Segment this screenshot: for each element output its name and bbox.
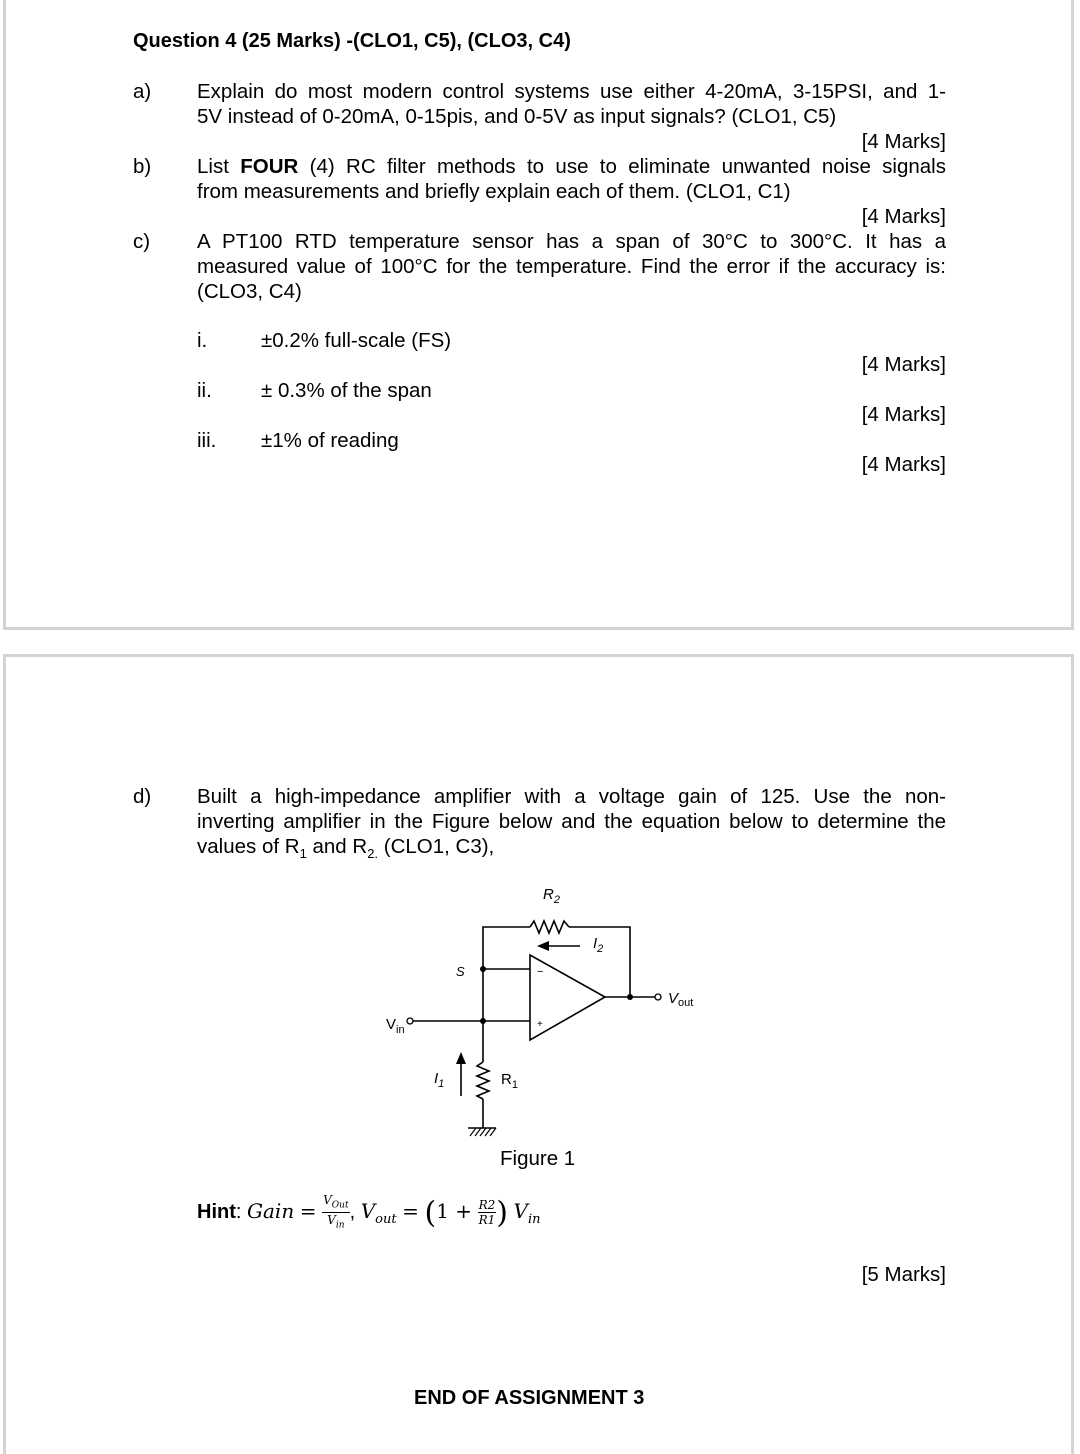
hint-label: Hint	[197, 1201, 236, 1224]
i1-label: $I_1$	[434, 1070, 445, 1090]
part-c-label: c)	[133, 230, 151, 253]
question-title: Question 4 (25 Marks) -(CLO1, C5), (CLO3, C4)	[133, 30, 571, 52]
part-d-line3-c: (CLO1, C3),	[378, 835, 495, 858]
hint-vout: $V_{out}$	[360, 1199, 397, 1228]
r2-resistor	[530, 921, 569, 933]
vout-label: $V_{out}$	[668, 990, 694, 1009]
part-d-line3-a: values of R	[197, 835, 300, 858]
item-iii-marks: [4 Marks]	[861, 453, 946, 476]
part-b-line1-post: (4) RC filter methods to use to eliminate unwanted noise signals	[298, 155, 946, 178]
r2-label: $R_2$	[543, 886, 560, 906]
hint-one-plus: 1 +	[436, 1199, 473, 1224]
node-s-dot	[480, 966, 486, 972]
vout-terminal	[655, 994, 661, 1000]
part-a-label: a)	[133, 80, 152, 103]
node-out-dot	[627, 994, 633, 1000]
hint-rparen: )	[496, 1195, 508, 1231]
part-c-line1: A PT100 RTD temperature sensor has a span of 30°C to 300°C. It has a	[197, 230, 946, 253]
item-ii-num: ii.	[197, 379, 212, 402]
ground-hatch	[470, 1128, 496, 1136]
part-b-line1-bold: FOUR	[240, 155, 299, 178]
figure-caption: Figure 1	[500, 1147, 576, 1170]
node-vin-dot	[480, 1018, 486, 1024]
part-d-line1: Built a high-impedance amplifier with a voltage gain of 125. Use the non-	[197, 785, 946, 808]
vin-terminal	[407, 1018, 413, 1024]
part-b-label: b)	[133, 155, 152, 178]
part-d-line3-b: and R	[306, 835, 368, 858]
part-b-line1	[197, 154, 946, 179]
minus-label: −	[537, 966, 544, 978]
feedback-wire-right	[569, 927, 630, 997]
part-d-line3-sub1: 1	[299, 846, 307, 862]
i2-label: $I_2$	[593, 935, 604, 955]
r2-over-r1-fraction: $\frac{R2}{R1}$	[478, 1198, 496, 1228]
hint-eq: =	[299, 1199, 317, 1224]
hint-vin: $V_{in}$	[513, 1199, 541, 1228]
end-of-assignment: END OF ASSIGNMENT 3	[414, 1387, 645, 1409]
part-d-label: d)	[133, 785, 152, 808]
item-ii-text: ± 0.3% of the span	[261, 379, 432, 402]
part-d-line2: inverting amplifier in the Figure below and the equation below to determine the	[197, 810, 946, 833]
item-iii-text: ±1% of reading	[261, 429, 399, 452]
part-d-marks: [5 Marks]	[861, 1263, 946, 1286]
hint-gain: Gain	[247, 1199, 295, 1224]
feedback-wire-left	[483, 927, 530, 969]
part-b-line1-pre: List	[197, 155, 241, 178]
part-c-line2: measured value of 100°C for the temperature. Find the error if the accuracy is:	[197, 255, 946, 278]
item-iii-num: iii.	[197, 429, 217, 452]
part-d-line3	[197, 834, 494, 866]
s-label: S	[456, 964, 465, 979]
plus-label: +	[537, 1019, 543, 1030]
hint-comma: ,	[349, 1201, 356, 1224]
part-b-line2: from measurements and briefly explain each of them. (CLO1, C1)	[197, 180, 791, 203]
item-i-num: i.	[197, 329, 208, 352]
non-inverting-amplifier-figure	[380, 880, 720, 1180]
hint-equation	[197, 1193, 541, 1233]
vin-label: $V_{in}$	[386, 1016, 405, 1036]
part-b-marks: [4 Marks]	[861, 205, 946, 228]
hint-lparen: (	[424, 1195, 437, 1231]
vout-over-vin-fraction: $\frac{V_{Out}}{V_{in}}$	[323, 1193, 349, 1231]
part-a-line1: Explain do most modern control systems use either 4-20mA, 3-15PSI, and 1-	[197, 80, 946, 103]
i2-arrowhead	[537, 941, 549, 951]
part-c-line3: (CLO3, C4)	[197, 280, 302, 303]
item-ii-marks: [4 Marks]	[861, 403, 946, 426]
i1-arrowhead	[456, 1052, 466, 1064]
item-i-marks: [4 Marks]	[861, 353, 946, 376]
r1-resistor	[477, 1062, 489, 1099]
part-a-line2: 5V instead of 0-20mA, 0-15pis, and 0-5V as input signals? (CLO1, C5)	[197, 105, 837, 128]
r1-label: $R_1$	[501, 1071, 518, 1091]
item-i-text: ±0.2% full-scale (FS)	[261, 329, 452, 352]
part-a-marks: [4 Marks]	[861, 130, 946, 153]
part-d-line3-sub2: 2.	[367, 846, 379, 862]
hint-eq2: =	[402, 1199, 419, 1224]
hint-colon: :	[235, 1201, 242, 1224]
